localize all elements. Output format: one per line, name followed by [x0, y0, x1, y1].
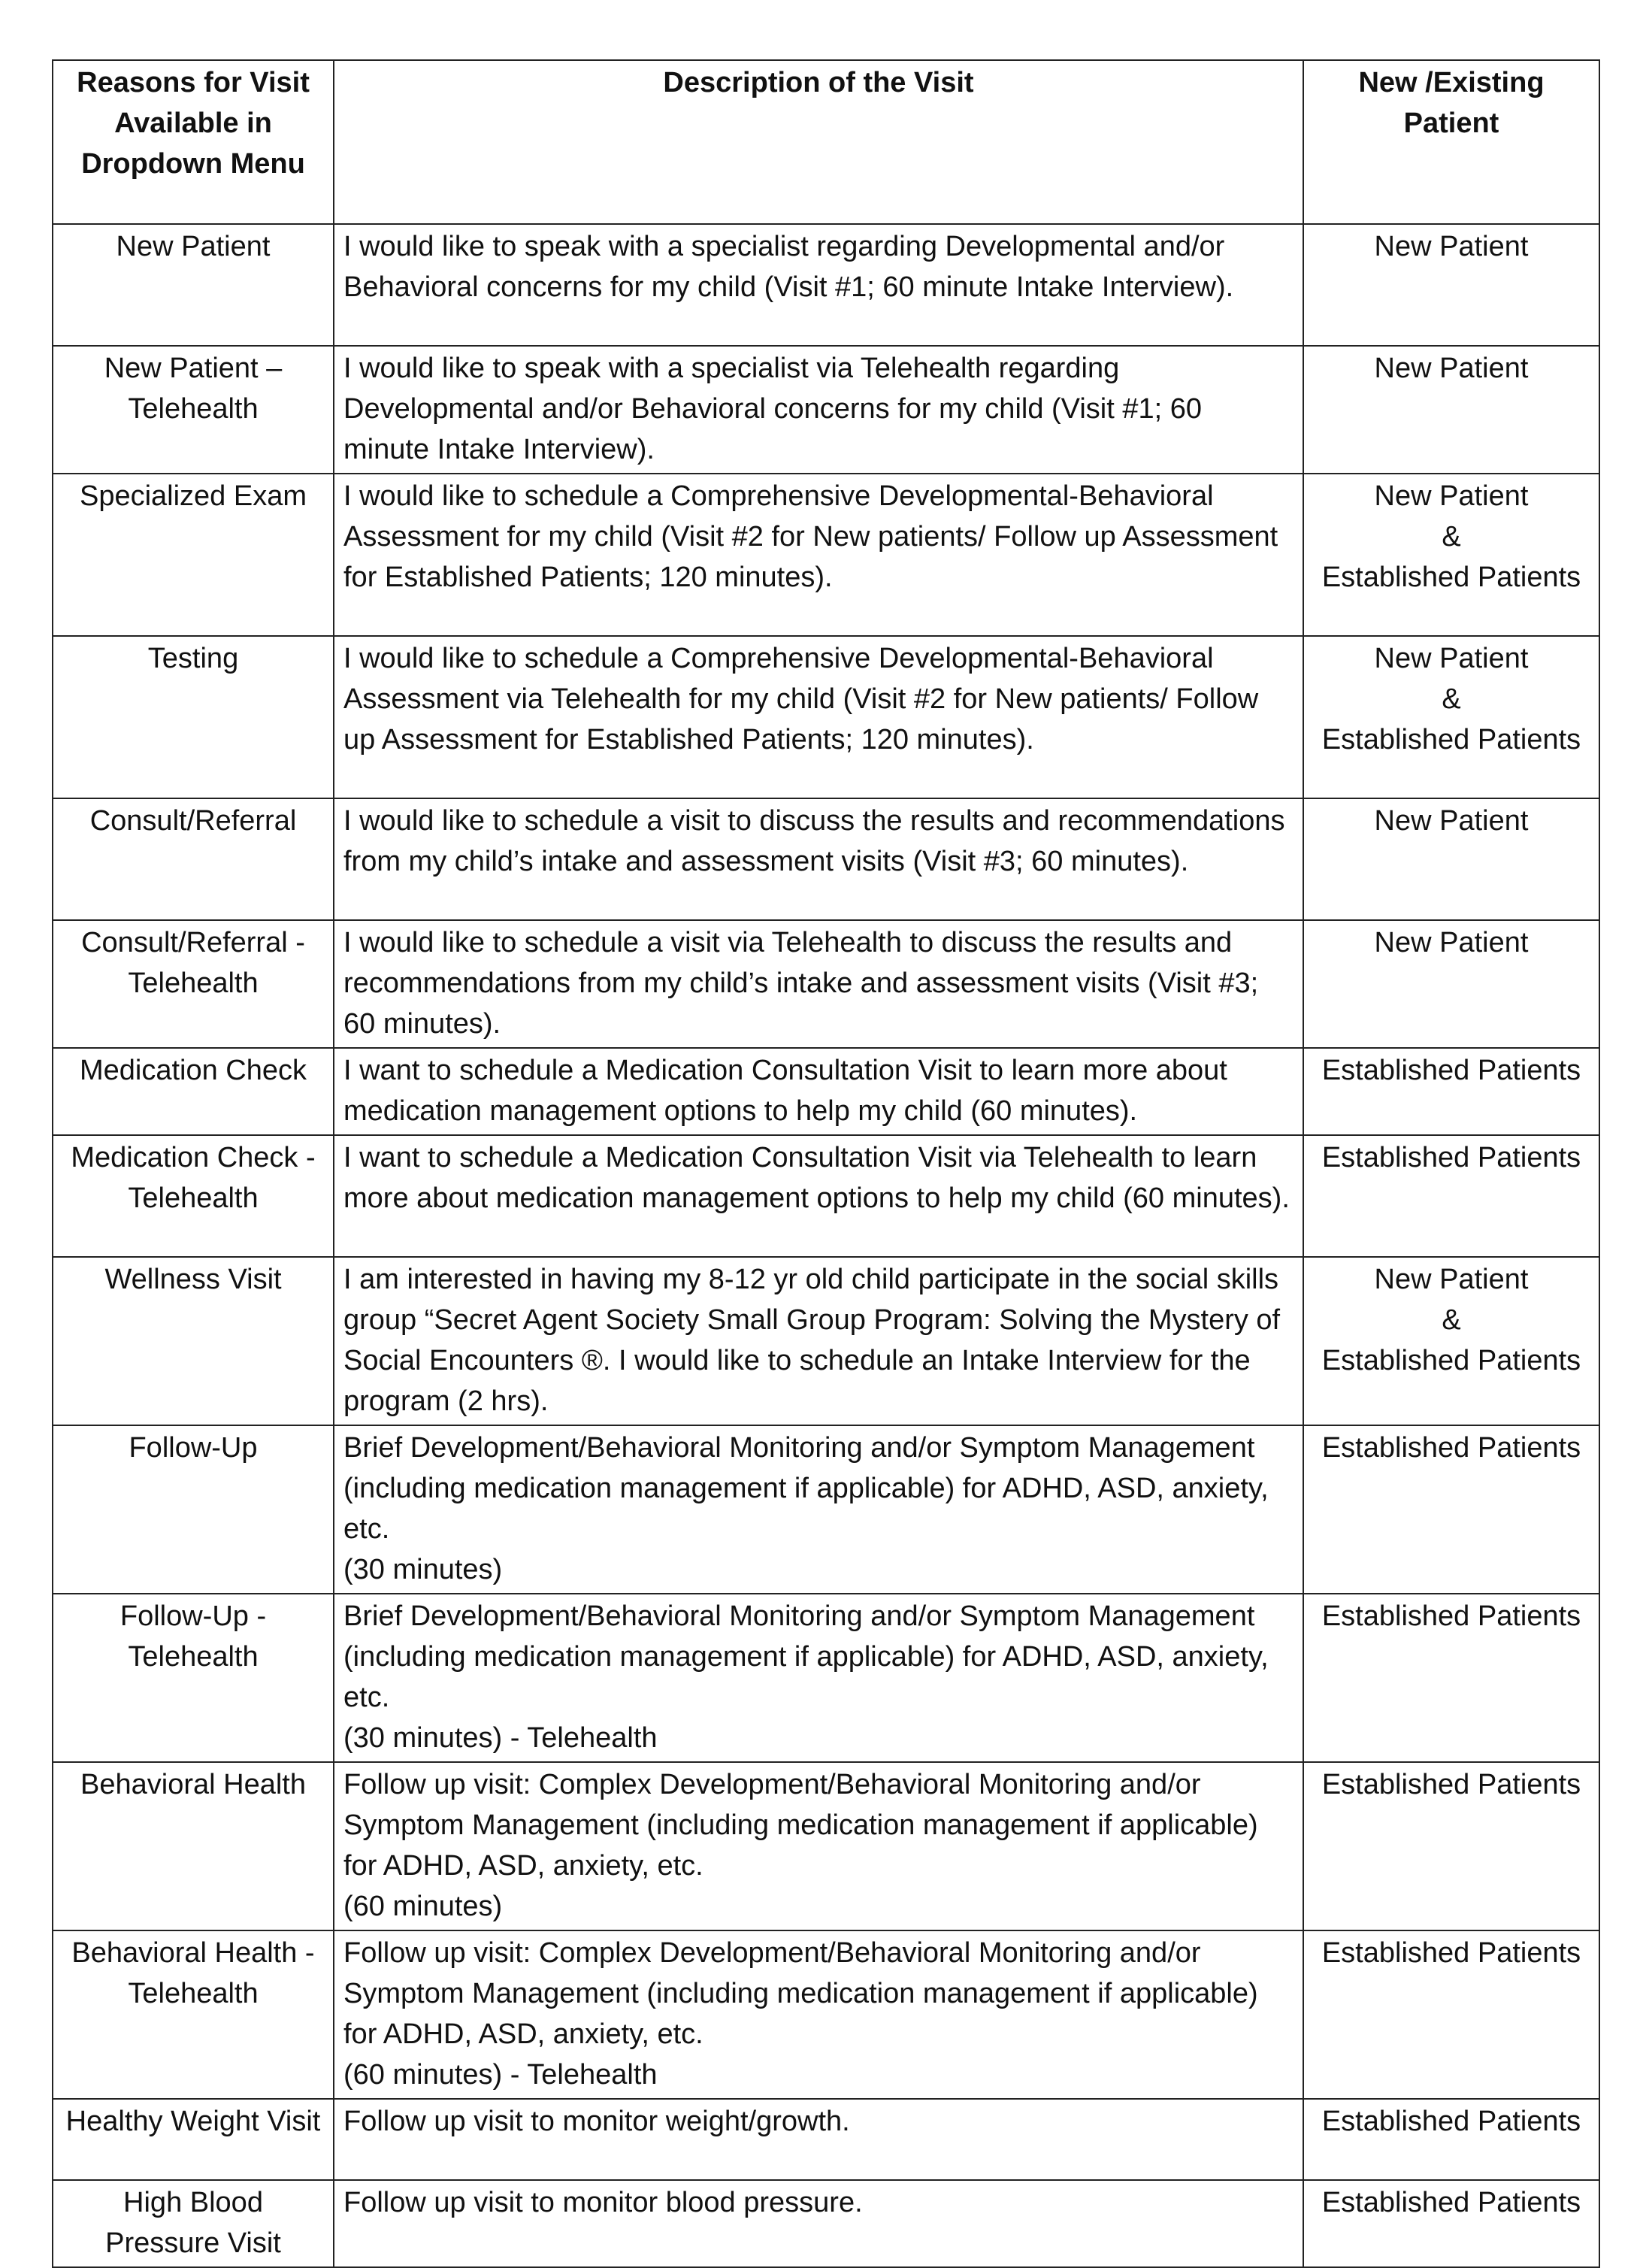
description-cell: I would like to schedule a Comprehensive Developmental-Behavioral Assessment for my child (Visit #2 for New patients/ Follow up Assessment for Established Patients; 120 minutes).: [334, 474, 1303, 636]
description-cell: I want to schedule a Medication Consultation Visit via Telehealth to learn more about medication management options to help my child (60 minutes).: [334, 1135, 1303, 1257]
header-reason: Reasons for Visit Available in Dropdown Menu: [53, 60, 334, 224]
visit-reasons-table: [52, 59, 1600, 2268]
description-cell: I would like to speak with a specialist via Telehealth regarding Developmental and/or Behavioral concerns for my child (Visit #1; 60 minute Intake Interview).: [334, 346, 1303, 474]
reason-cell: Healthy Weight Visit: [53, 2099, 334, 2180]
description-cell: I want to schedule a Medication Consultation Visit to learn more about medication management options to help my child (60 minutes).: [334, 1048, 1303, 1135]
header-patient-type: New /Existing Patient: [1303, 60, 1599, 224]
patient-type-cell: Established Patients: [1303, 2099, 1599, 2180]
patient-type-cell: Established Patients: [1303, 1594, 1599, 1762]
patient-type-cell: New Patient: [1303, 920, 1599, 1048]
table-row: [53, 1135, 1599, 1257]
reason-cell: Follow-Up: [53, 1425, 334, 1594]
table-header-row: [53, 60, 1599, 224]
description-cell: Brief Development/Behavioral Monitoring and/or Symptom Management (including medication management if applicable) for ADHD, ASD, anxiety, etc. (30 minutes) - Telehealth: [334, 1594, 1303, 1762]
reason-cell: New Patient: [53, 224, 334, 346]
description-cell: Follow up visit to monitor weight/growth.: [334, 2099, 1303, 2180]
reason-cell: Follow-Up - Telehealth: [53, 1594, 334, 1762]
table-row: [53, 346, 1599, 474]
patient-type-cell: Established Patients: [1303, 1762, 1599, 1930]
patient-type-cell: New Patient & Established Patients: [1303, 474, 1599, 636]
reason-cell: Wellness Visit: [53, 1257, 334, 1425]
description-cell: Follow up visit: Complex Development/Behavioral Monitoring and/or Symptom Management (including medication management if applicable) for ADHD, ASD, anxiety, etc. (60 minutes): [334, 1762, 1303, 1930]
patient-type-cell: New Patient: [1303, 798, 1599, 920]
description-cell: I would like to schedule a Comprehensive Developmental-Behavioral Assessment via Telehealth for my child (Visit #2 for New patients/ Follow up Assessment for Established Patients; 120 minutes).: [334, 636, 1303, 798]
patient-type-cell: Established Patients: [1303, 1930, 1599, 2099]
table-row: [53, 920, 1599, 1048]
table-row: [53, 636, 1599, 798]
description-cell: Follow up visit: Complex Development/Behavioral Monitoring and/or Symptom Management (including medication management if applicable) for ADHD, ASD, anxiety, etc. (60 minutes) - Telehealth: [334, 1930, 1303, 2099]
description-cell: I am interested in having my 8-12 yr old child participate in the social skills group “Secret Agent Society Small Group Program: Solving the Mystery of Social Encounters ®. I would like to schedule an Intake Interview for the program (2 hrs).: [334, 1257, 1303, 1425]
patient-type-cell: Established Patients: [1303, 1135, 1599, 1257]
patient-type-cell: Established Patients: [1303, 1048, 1599, 1135]
patient-type-cell: Established Patients: [1303, 2180, 1599, 2267]
patient-type-cell: Established Patients: [1303, 1425, 1599, 1594]
description-cell: I would like to schedule a visit via Telehealth to discuss the results and recommendations from my child’s intake and assessment visits (Visit #3; 60 minutes).: [334, 920, 1303, 1048]
table-row: [53, 1594, 1599, 1762]
description-cell: Follow up visit to monitor blood pressure.: [334, 2180, 1303, 2267]
table-row: [53, 1048, 1599, 1135]
reason-cell: Specialized Exam: [53, 474, 334, 636]
patient-type-cell: New Patient & Established Patients: [1303, 1257, 1599, 1425]
table-row: [53, 1930, 1599, 2099]
table-row: [53, 2180, 1599, 2267]
table-row: [53, 224, 1599, 346]
reason-cell: Testing: [53, 636, 334, 798]
table-row: [53, 1257, 1599, 1425]
reason-cell: Consult/Referral - Telehealth: [53, 920, 334, 1048]
patient-type-cell: New Patient: [1303, 224, 1599, 346]
table-row: [53, 1762, 1599, 1930]
table-row: [53, 2099, 1599, 2180]
table-row: [53, 474, 1599, 636]
reason-cell: Consult/Referral: [53, 798, 334, 920]
reason-cell: High Blood Pressure Visit: [53, 2180, 334, 2267]
reason-cell: Medication Check: [53, 1048, 334, 1135]
table-row: [53, 798, 1599, 920]
reason-cell: Medication Check - Telehealth: [53, 1135, 334, 1257]
patient-type-cell: New Patient: [1303, 346, 1599, 474]
reason-cell: New Patient – Telehealth: [53, 346, 334, 474]
table-row: [53, 1425, 1599, 1594]
reason-cell: Behavioral Health: [53, 1762, 334, 1930]
description-cell: Brief Development/Behavioral Monitoring and/or Symptom Management (including medication management if applicable) for ADHD, ASD, anxiety, etc. (30 minutes): [334, 1425, 1303, 1594]
patient-type-cell: New Patient & Established Patients: [1303, 636, 1599, 798]
header-description: Description of the Visit: [334, 60, 1303, 224]
table-body: [53, 224, 1599, 2267]
reason-cell: Behavioral Health - Telehealth: [53, 1930, 334, 2099]
description-cell: I would like to speak with a specialist regarding Developmental and/or Behavioral concerns for my child (Visit #1; 60 minute Intake Interview).: [334, 224, 1303, 346]
description-cell: I would like to schedule a visit to discuss the results and recommendations from my child’s intake and assessment visits (Visit #3; 60 minutes).: [334, 798, 1303, 920]
